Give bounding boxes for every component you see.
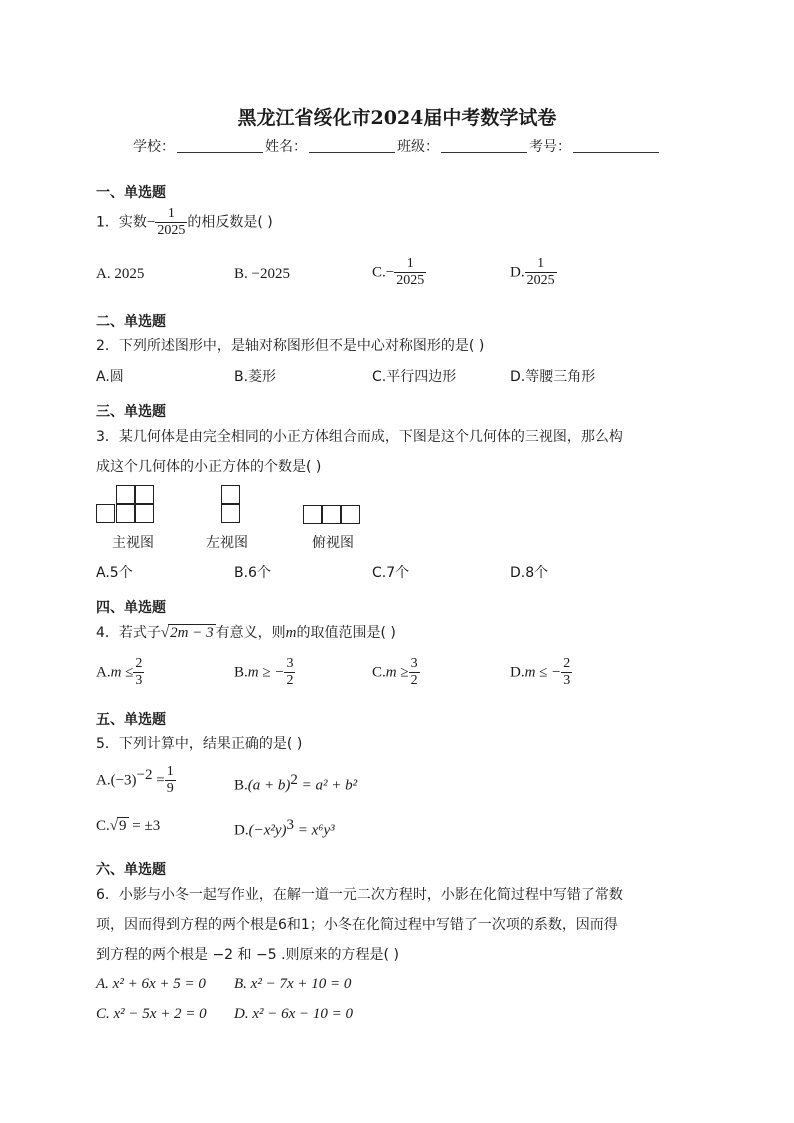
q5-c-radicand: 9 <box>119 818 127 834</box>
q4-option-d[interactable] <box>510 656 572 689</box>
exam-title: 黑龙江省绥化市2024届中考数学试卷 <box>237 107 557 129</box>
q6-option-a[interactable]: A. x² + 6x + 5 = 0 <box>96 976 206 992</box>
front-view-cell <box>116 504 135 523</box>
q4-c-numerator: 3 <box>410 656 418 671</box>
top-view-caption: 俯视图 <box>312 535 354 551</box>
sqrt-icon: √ <box>160 625 170 641</box>
q4-c-fraction <box>409 656 420 689</box>
left-view-caption: 左视图 <box>206 535 248 551</box>
q5-a-numerator: 1 <box>166 764 174 779</box>
q6-option-d[interactable]: D. x² − 6x − 10 = 0 <box>234 1006 354 1022</box>
left-view-cell <box>221 485 240 504</box>
q1-d-label: D. <box>510 264 525 281</box>
q5-a-eq: = <box>152 772 165 789</box>
q4-option-a[interactable] <box>96 656 144 689</box>
q4-middle: 有意义，则 <box>215 625 286 641</box>
q4-b-rel: m ≥ − <box>247 664 285 681</box>
q4-a-numerator: 2 <box>135 656 143 671</box>
q1-option-d[interactable] <box>510 256 557 289</box>
q5-d-expr: (−x²y) <box>248 822 287 839</box>
q1-numerator: 1 <box>167 206 175 221</box>
q3-option-d[interactable]: D.8个 <box>510 565 549 581</box>
q1-d-numerator: 1 <box>537 256 545 271</box>
q5-option-a[interactable] <box>96 764 176 797</box>
q4-radicand: 2m − 3 <box>170 625 214 641</box>
q5-a-denominator: 9 <box>166 781 174 796</box>
q2-option-b[interactable]: B.菱形 <box>234 369 277 385</box>
q5-d-exponent: 3 <box>286 817 295 833</box>
question-3-stem-line2: 成这个几何体的小正方体的个数是( ) <box>96 459 322 475</box>
q4-d-rel: m ≤ − <box>524 664 562 681</box>
q4-a-label: A. <box>96 664 111 681</box>
left-view-cell <box>221 504 240 523</box>
question-4-stem <box>96 622 396 642</box>
q1-c-denominator: 2025 <box>396 273 425 288</box>
q1-fraction <box>155 206 187 239</box>
q5-a-label: A. <box>96 772 111 789</box>
q2-option-a[interactable]: A.圆 <box>96 369 124 385</box>
q1-minus: − <box>146 214 156 231</box>
front-view-cell <box>116 485 135 504</box>
q1-prefix: 1．实数 <box>96 214 147 231</box>
student-info-line <box>0 136 794 156</box>
q5-c-label: C. <box>96 818 110 834</box>
q4-b-label: B. <box>234 664 248 681</box>
q1-denominator: 2025 <box>157 223 186 238</box>
q4-d-label: D. <box>510 664 525 681</box>
q1-d-denominator: 2025 <box>526 273 555 288</box>
q2-option-c[interactable]: C.平行四边形 <box>372 369 457 385</box>
q4-a-rel: m ≤ <box>110 664 134 681</box>
question-6-stem-line1: 6．小影与小冬一起写作业，在解一道一元二次方程时，小影在化简过程中写错了常数 <box>96 887 623 903</box>
question-1-stem <box>96 206 273 239</box>
section-heading-6: 六、单选题 <box>96 862 166 878</box>
section-heading-1: 一、单选题 <box>96 185 166 201</box>
class-label: 班级： <box>397 139 439 155</box>
name-blank[interactable] <box>309 138 395 153</box>
q5-c-rhs: = ±3 <box>128 818 161 834</box>
q5-b-label: B. <box>234 777 248 794</box>
q3-option-c[interactable]: C.7个 <box>372 565 410 581</box>
q4-a-denominator: 3 <box>135 673 143 688</box>
section-heading-3: 三、单选题 <box>96 404 166 420</box>
q5-a-exponent: −2 <box>136 766 153 783</box>
q1-c-label: C. <box>372 264 386 281</box>
q4-suffix: 的取值范围是( ) <box>296 625 396 641</box>
front-view-caption: 主视图 <box>112 535 154 551</box>
q6-option-c[interactable]: C. x² − 5x + 2 = 0 <box>96 1006 207 1022</box>
number-label: 考号： <box>529 139 571 155</box>
q3-option-b[interactable]: B.6个 <box>234 565 271 581</box>
q4-d-denominator: 3 <box>563 673 571 688</box>
q4-a-fraction <box>133 656 144 689</box>
q2-option-d[interactable]: D.等腰三角形 <box>510 369 596 385</box>
q6-option-b[interactable]: B. x² − 7x + 10 = 0 <box>234 976 352 992</box>
front-view-cell <box>96 504 115 523</box>
q3-option-a[interactable]: A.5个 <box>96 565 133 581</box>
top-view-cell <box>303 505 322 524</box>
question-2-stem: 2．下列所述图形中，是轴对称图形但不是中心对称图形的是( ) <box>96 338 485 354</box>
q5-d-label: D. <box>234 822 249 839</box>
q4-b-denominator: 2 <box>286 673 294 688</box>
section-heading-5: 五、单选题 <box>96 712 166 728</box>
q1-d-fraction <box>525 256 557 289</box>
q5-b-exponent: 2 <box>290 772 298 788</box>
q5-option-c[interactable] <box>96 817 160 835</box>
q1-option-a[interactable]: A. 2025 <box>96 266 145 282</box>
q4-option-c[interactable] <box>372 656 420 689</box>
top-view-cell <box>322 505 341 524</box>
q4-prefix: 4．若式子 <box>96 625 161 641</box>
q5-a-expr: (−3) <box>110 772 137 789</box>
q4-b-numerator: 3 <box>286 656 294 671</box>
number-blank[interactable] <box>573 138 659 153</box>
front-view-cell <box>135 504 154 523</box>
question-6-stem-line3: 到方程的两个根是 −2 和 −5 .则原来的方程是( ) <box>96 947 399 963</box>
q4-c-denominator: 2 <box>410 673 418 688</box>
q5-d-rhs: = x⁶y³ <box>294 822 335 839</box>
q5-b-expr: (a + b) <box>247 777 291 794</box>
q4-c-label: C. <box>372 664 386 681</box>
q4-c-rel: m ≥ <box>385 664 409 681</box>
school-blank[interactable] <box>177 138 263 153</box>
q4-var: m <box>285 625 297 641</box>
name-label: 姓名： <box>265 139 307 155</box>
q5-b-rhs: = a² + b² <box>297 777 358 794</box>
q4-b-fraction <box>284 656 295 689</box>
q4-d-fraction <box>561 656 572 689</box>
q1-option-b[interactable]: B. −2025 <box>234 266 290 282</box>
q1-c-numerator: 1 <box>406 256 414 271</box>
question-3-stem-line1: 3．某几何体是由完全相同的小正方体组合而成，下图是这个几何体的三视图，那么构 <box>96 429 623 445</box>
section-heading-2: 二、单选题 <box>96 314 166 330</box>
question-5-stem: 5．下列计算中，结果正确的是( ) <box>96 736 303 752</box>
question-6-stem-line2: 项，因而得到方程的两个根是6和1；小冬在化简过程中写错了一次项的系数，因而得 <box>96 917 618 933</box>
q4-d-numerator: 2 <box>563 656 571 671</box>
q1-c-fraction <box>394 256 426 289</box>
top-view-cell <box>341 505 360 524</box>
q1-suffix: 的相反数是( ) <box>187 214 273 231</box>
front-view-cell <box>135 485 154 504</box>
q5-option-b[interactable] <box>234 772 357 795</box>
sqrt-icon: √ <box>109 818 118 834</box>
q5-a-fraction <box>165 764 176 797</box>
q4-option-b[interactable] <box>234 656 295 689</box>
q5-option-d[interactable] <box>234 817 335 840</box>
section-heading-4: 四、单选题 <box>96 600 166 616</box>
q1-option-c[interactable] <box>372 256 426 289</box>
school-label: 学校： <box>133 139 175 155</box>
q1-c-minus: − <box>385 264 395 281</box>
class-blank[interactable] <box>441 138 527 153</box>
